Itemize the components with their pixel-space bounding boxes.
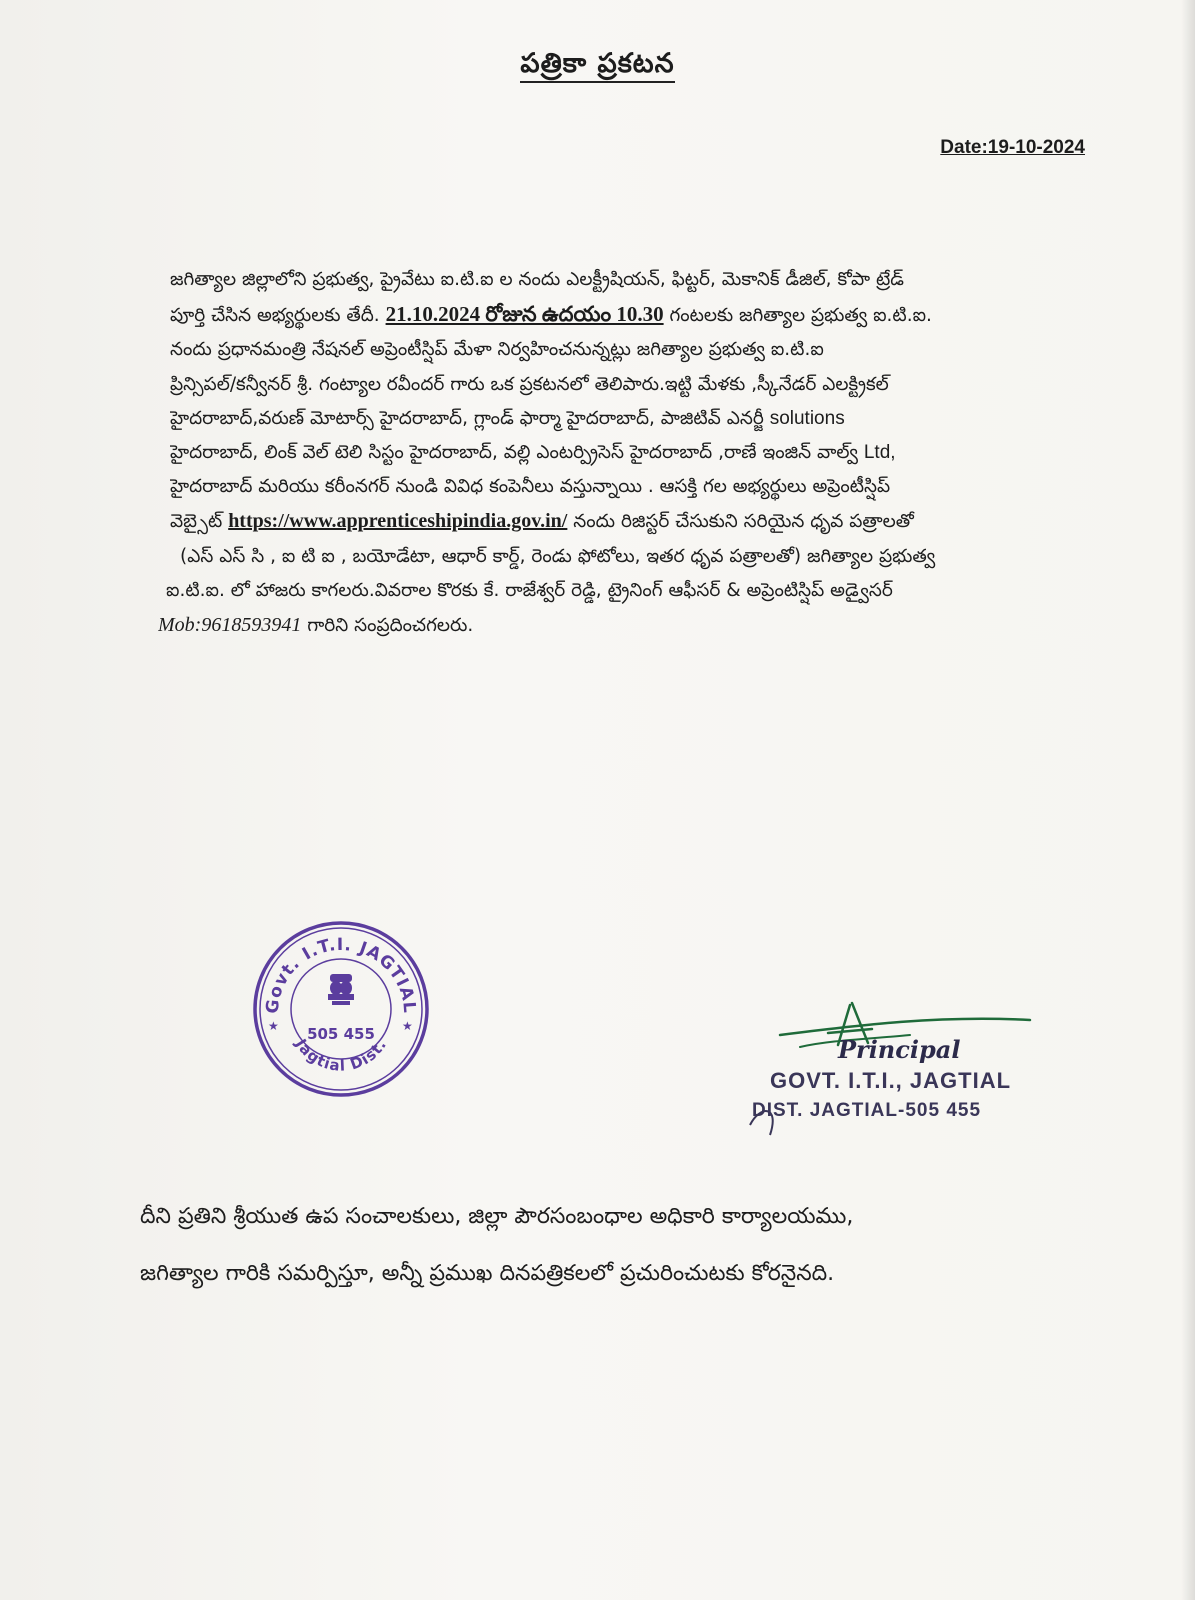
- seal-bottom-text: Jagtial Dist.: [291, 1035, 391, 1075]
- seal-star-right: ★: [402, 1019, 413, 1033]
- signature-office: GOVT. I.T.I., JAGTIAL: [770, 1068, 1012, 1093]
- body-line-11: Mob:9618593941 గారిని సంప్రదించగలరు.: [158, 614, 474, 637]
- emblem-icon: [328, 974, 354, 1005]
- body-line-5: హైదరాబాద్,వరుణ్ మోటార్స్ హైదరాబాద్, గ్లాండ్ ఫార్మా హైదరాబాద్, పాజిటివ్ ఎనర్జీ solutions: [170, 407, 845, 429]
- body-line-10: ఐ.టి.ఐ. లో హాజరు కాగలరు.వివరాల కొరకు కే. రాజేశ్వర్ రెడ్డి, ట్రైనింగ్ ఆఫీసర్ & అప్రెంటిస్షిప్ అడ్వైసర్: [166, 579, 893, 601]
- copy-forwarding-note: [140, 1188, 1100, 1302]
- signature-title: Principal: [838, 1035, 961, 1064]
- mobile-number: Mob:9618593941: [158, 614, 302, 637]
- body-line-9: (ఎస్ ఎస్ సి , ఐ టి ఐ , బయోడేటా, ఆధార్ కార్డ్, రెండు ఫోటోలు, ఇతర ధృవ పత్రాలతో) జగిత్యాల ప్రభుత్వ: [180, 545, 936, 567]
- seal-code: 505 455: [307, 1025, 375, 1043]
- body-line-3: నందు ప్రధానమంత్రి నేషనల్ అప్రెంటీస్షిప్ మేళా నిర్వహించనున్నట్లు జగిత్యాల ప్రభుత్వ ఐ.టి.ఐ: [170, 339, 824, 361]
- apprenticeship-website-link[interactable]: https://www.apprenticeshipindia.gov.in/: [228, 510, 568, 533]
- body-line-4: ప్రిన్సిపల్/కన్వీనర్ శ్రీ. గంట్యాల రవీందర్ గారు ఒక ప్రకటనలో తెలిపారు.ఇట్టి మేళకు ,స్కీనేడర్ ఎలక్ట్రికల్: [170, 373, 889, 395]
- seal-top-text: Govt. I.T.I. JAGTIAL: [262, 934, 420, 1015]
- announcement-body: [158, 263, 1100, 643]
- event-date-time: 21.10.2024 రోజున ఉదయం 10.30: [385, 302, 664, 327]
- signature-district: DIST. JAGTIAL-505 455: [752, 1100, 982, 1121]
- office-seal-stamp: [250, 918, 432, 1100]
- body-line-7: హైదరాబాద్ మరియు కరీంనగర్ నుండి వివిధ కంపెనీలు వస్తున్నాయి . ఆసక్తి గల అభ్యర్థులు అప్రెంటీస్షిప్: [170, 476, 891, 498]
- page-edge-shadow: [1181, 0, 1195, 1600]
- body-line-8: వెబ్సైట్ https://www.apprenticeshipindia.gov.in/ నందు రిజిస్టర్ చేసుకుని సరియైన ధృవ పత్రాలతో: [170, 510, 914, 533]
- seal-star-left: ★: [268, 1019, 279, 1033]
- body-line-2: పూర్తి చేసిన అభ్యర్థులకు తేదీ. 21.10.2024 రోజున ఉదయం 10.30 గంటలకు జగిత్యాల ప్రభుత్వ ఐ.టి.ఐ.: [170, 302, 932, 327]
- release-date: Date:19-10-2024: [940, 137, 1085, 158]
- copy-line-1: దీని ప్రతిని శ్రీయుత ఉప సంచాలకులు, జిల్లా పౌరసంబంధాల అధికారి కార్యాలయము,: [140, 1204, 854, 1229]
- copy-line-2: జగిత్యాల గారికి సమర్పిస్తూ, అన్నీ ప్రముఖ దినపత్రికలలో ప్రచురించుటకు కోరనైనది.: [140, 1261, 835, 1286]
- body-line-1: జగిత్యాల జిల్లాలోని ప్రభుత్వ, ప్రైవేటు ఐ.టి.ఐ ల నందు ఎలక్ట్రీషియన్, ఫిట్టర్, మెకానిక్ డీజిల్, కోపా ట్రేడ్: [170, 269, 904, 290]
- body-line-6: హైదరాబాద్, లింక్ వెల్ టెలి సిస్టం హైదరాబాద్, వల్లి ఎంటర్ప్రిసెస్ హైదరాబాద్ ,రాణే ఇంజిన్ వాల్వ్ Ltd,: [170, 442, 896, 464]
- press-release-heading: పత్రికా ప్రకటన: [0, 48, 1195, 86]
